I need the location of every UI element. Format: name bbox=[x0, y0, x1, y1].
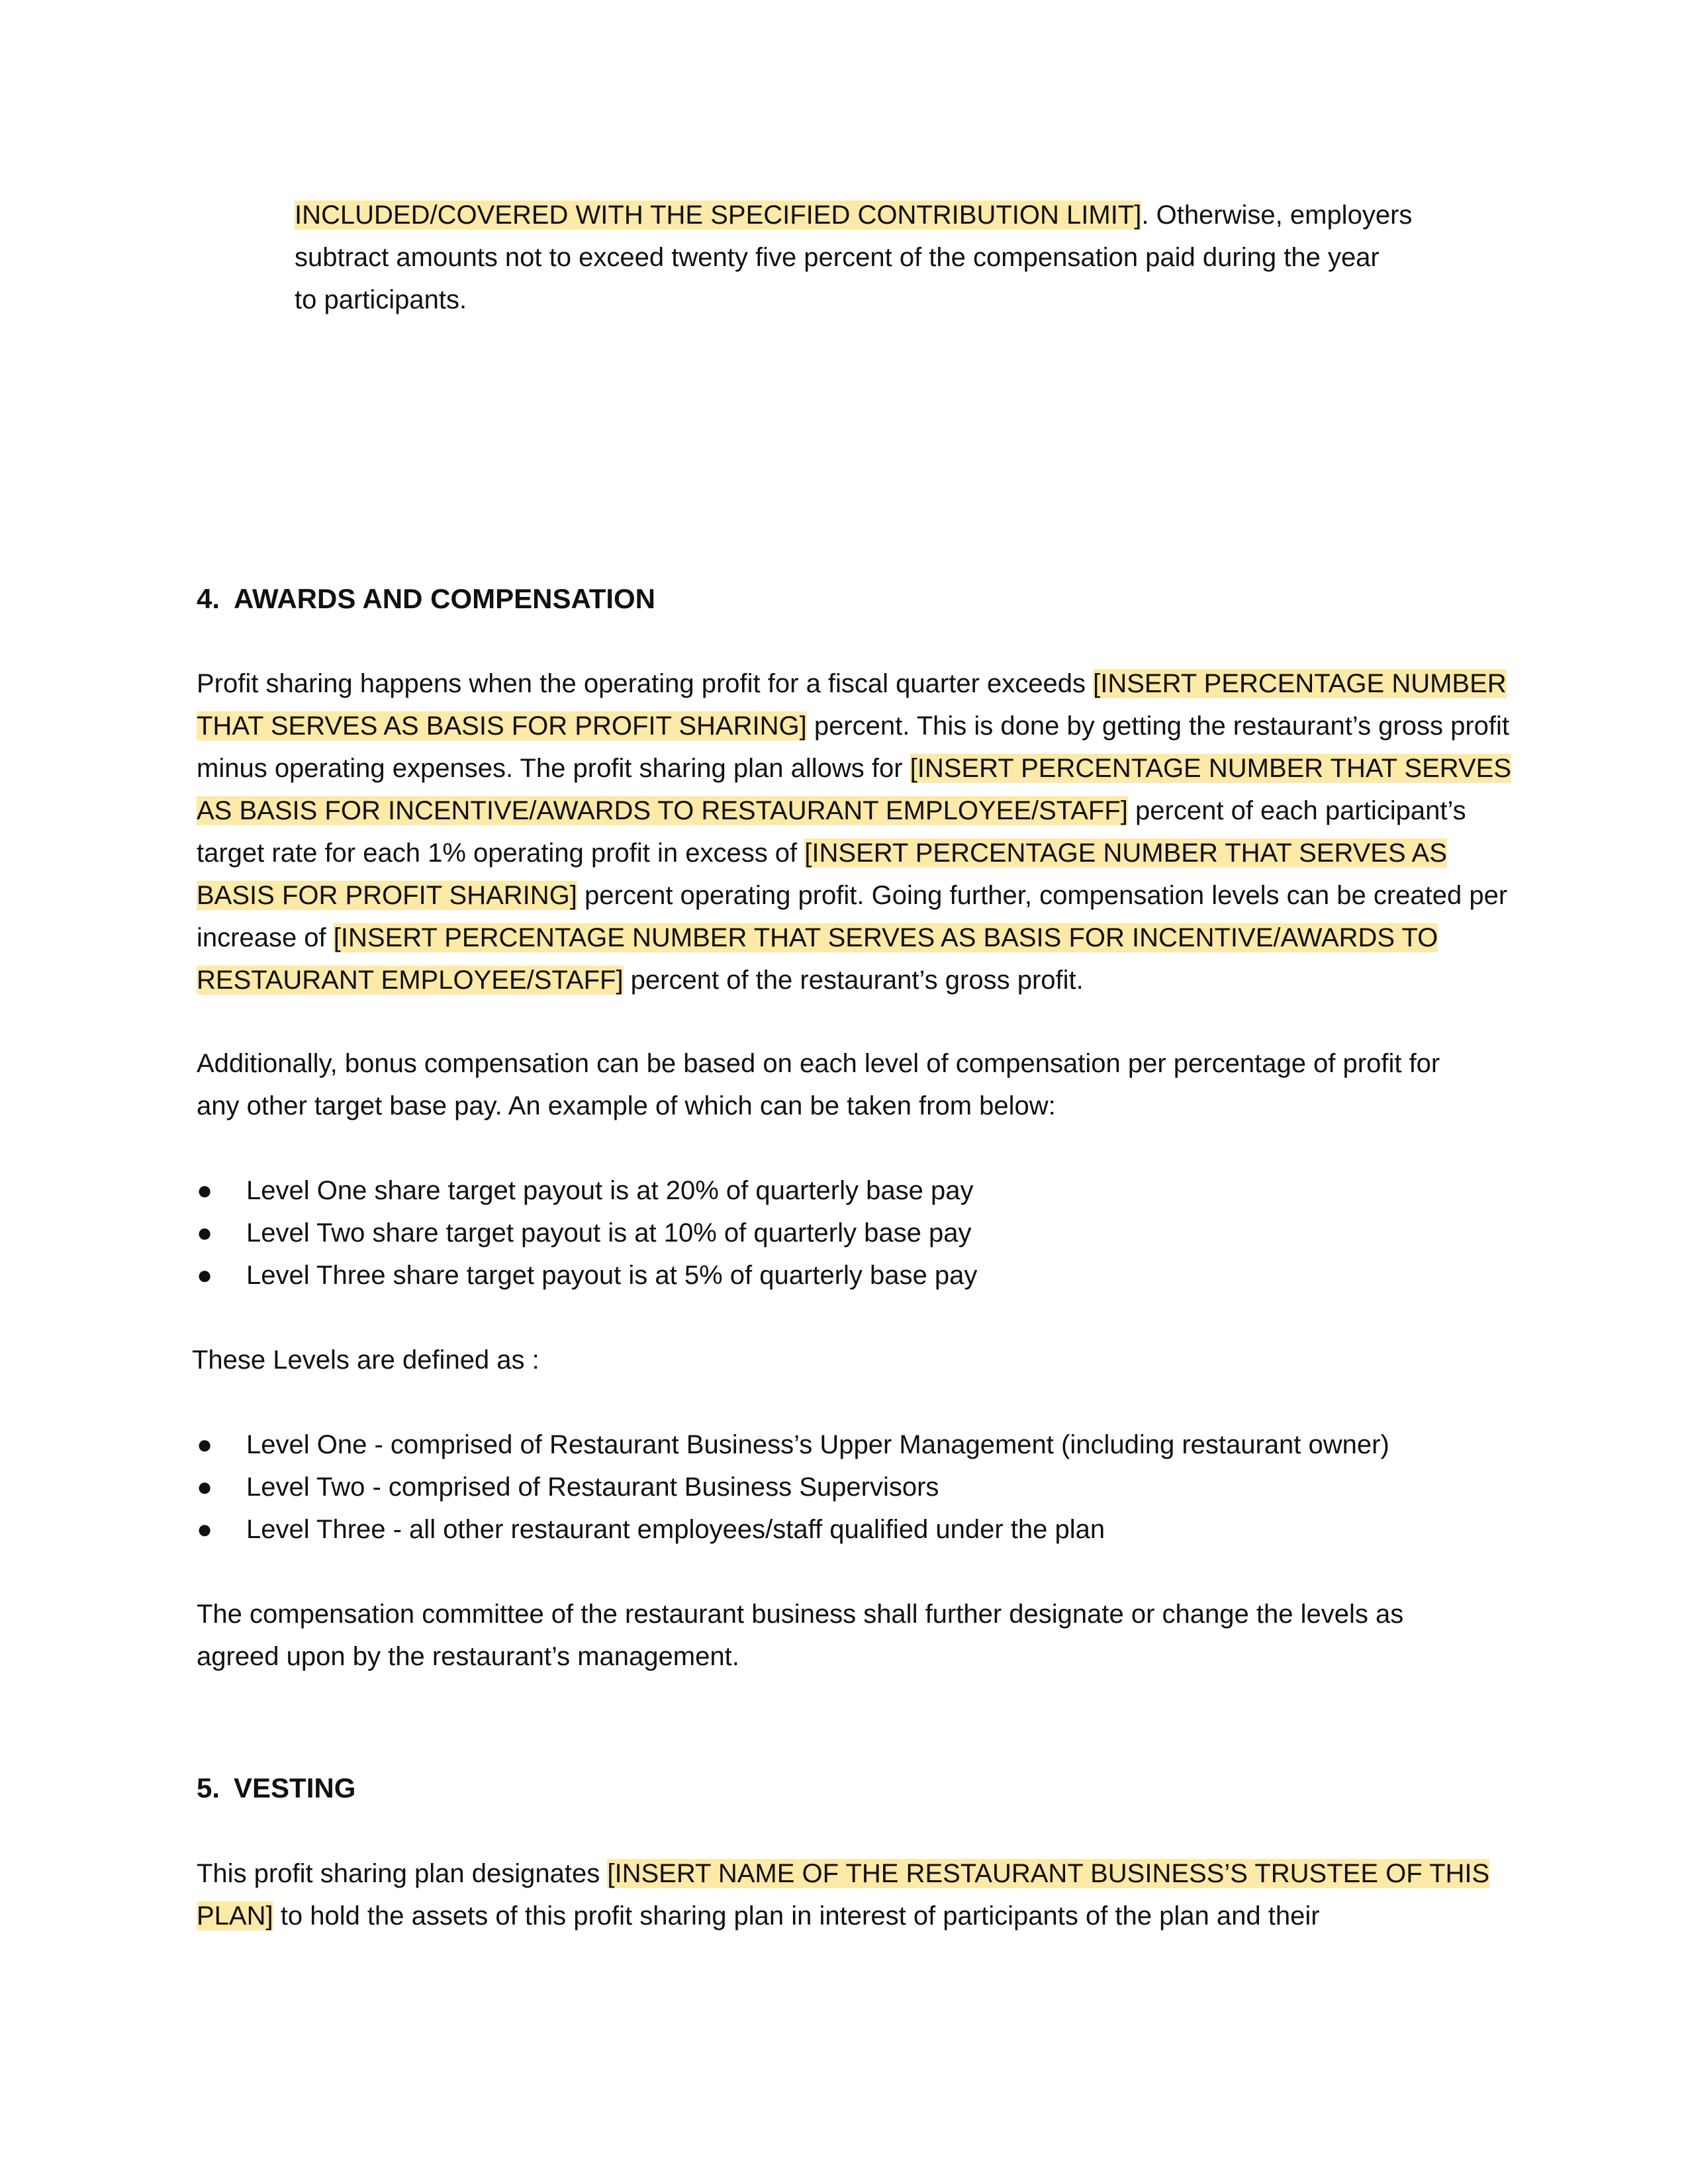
continuation-text: . Otherwise, employers bbox=[1141, 201, 1413, 230]
bullet-icon: ● bbox=[197, 1473, 213, 1502]
list-item-text: Level Two share target payout is at 10% of quarterly base pay bbox=[246, 1218, 972, 1248]
bullet-icon: ● bbox=[197, 1218, 213, 1248]
bullet-icon: ● bbox=[197, 1430, 213, 1459]
continuation-line-1 bbox=[295, 194, 1499, 236]
list-item bbox=[197, 1254, 977, 1297]
list-item-text: Level Two - comprised of Restaurant Business Supervisors bbox=[246, 1473, 939, 1502]
section-5-paragraph-1 bbox=[197, 1852, 1494, 1937]
continuation-line-2: subtract amounts not to exceed twenty five percent of the compensation paid during the year bbox=[295, 243, 1380, 272]
levels-intro: These Levels are defined as : bbox=[192, 1345, 539, 1375]
placeholder-highlight: [INSERT PERCENTAGE NUMBER THAT SERVES AS BASIS FOR INCENTIVE/AWARDS TO RESTAURANT EMPLOYEE/STAFF] bbox=[197, 754, 1511, 825]
list-item bbox=[197, 1169, 977, 1212]
paragraph-text: percent of each participant’s target rate for each 1% operating profit in excess of bbox=[197, 796, 1466, 868]
placeholder-highlight: [INSERT PERCENTAGE NUMBER THAT SERVES AS BASIS FOR PROFIT SHARING] bbox=[197, 669, 1507, 741]
section-4-title: AWARDS AND COMPENSATION bbox=[234, 583, 656, 614]
placeholder-highlight: [INSERT PERCENTAGE NUMBER THAT SERVES AS BASIS FOR INCENTIVE/AWARDS TO RESTAURANT EMPLOYEE/STAFF] bbox=[197, 923, 1438, 995]
continuation-paragraph bbox=[295, 194, 1499, 321]
section-5-title: VESTING bbox=[234, 1772, 356, 1803]
paragraph-text: percent of the restaurant’s gross profit. bbox=[623, 966, 1084, 995]
section-4-paragraph-1 bbox=[197, 662, 1514, 1001]
list-item bbox=[197, 1466, 1389, 1508]
paragraph-text: percent operating profit. Going further, compensation levels can be created per increase of bbox=[197, 881, 1508, 952]
bullet-icon: ● bbox=[197, 1176, 213, 1205]
paragraph-text: percent. This is done by getting the restaurant’s gross profit minus operating expenses. The profit sharing plan allows for bbox=[197, 711, 1510, 783]
list-item-text: Level Three - all other restaurant employees/staff qualified under the plan bbox=[246, 1515, 1105, 1544]
list-item-text: Level Three share target payout is at 5% of quarterly base pay bbox=[246, 1261, 978, 1290]
section-4-paragraph-3: The compensation committee of the restaurant business shall further designate or change the levels as agreed upon by the restaurant’s management. bbox=[197, 1600, 1404, 1671]
placeholder-highlight: INCLUDED/COVERED WITH THE SPECIFIED CONTRIBUTION LIMIT] bbox=[295, 201, 1142, 230]
bullet-icon: ● bbox=[197, 1515, 213, 1544]
list-item bbox=[197, 1508, 1389, 1551]
list-item-text: Level One - comprised of Restaurant Business’s Upper Management (including restaurant owner) bbox=[246, 1430, 1389, 1459]
paragraph-text: to hold the assets of this profit sharing plan in interest of participants of the plan and their bbox=[273, 1901, 1320, 1931]
list-item bbox=[197, 1424, 1389, 1466]
section-4-number: 4. bbox=[197, 583, 220, 614]
levels-list bbox=[197, 1424, 1389, 1551]
section-5-number: 5. bbox=[197, 1772, 220, 1803]
section-4-heading bbox=[197, 578, 655, 620]
payout-list bbox=[197, 1169, 977, 1297]
placeholder-highlight: [INSERT NAME OF THE RESTAURANT BUSINESS’S TRUSTEE OF THIS PLAN] bbox=[197, 1859, 1490, 1931]
continuation-line-3: to participants. bbox=[295, 285, 467, 314]
section-4-paragraph-2: Additionally, bonus compensation can be based on each level of compensation per percentage of profit for any other target base pay. An example of which can be taken from below: bbox=[197, 1049, 1440, 1120]
list-item bbox=[197, 1212, 977, 1254]
bullet-icon: ● bbox=[197, 1261, 213, 1290]
placeholder-highlight: [INSERT PERCENTAGE NUMBER THAT SERVES AS BASIS FOR PROFIT SHARING] bbox=[197, 839, 1447, 910]
list-item-text: Level One share target payout is at 20% of quarterly base pay bbox=[246, 1176, 974, 1205]
paragraph-text: This profit sharing plan designates bbox=[197, 1859, 608, 1888]
paragraph-text: Profit sharing happens when the operating profit for a fiscal quarter exceeds bbox=[197, 669, 1094, 698]
section-5-heading bbox=[197, 1767, 355, 1809]
